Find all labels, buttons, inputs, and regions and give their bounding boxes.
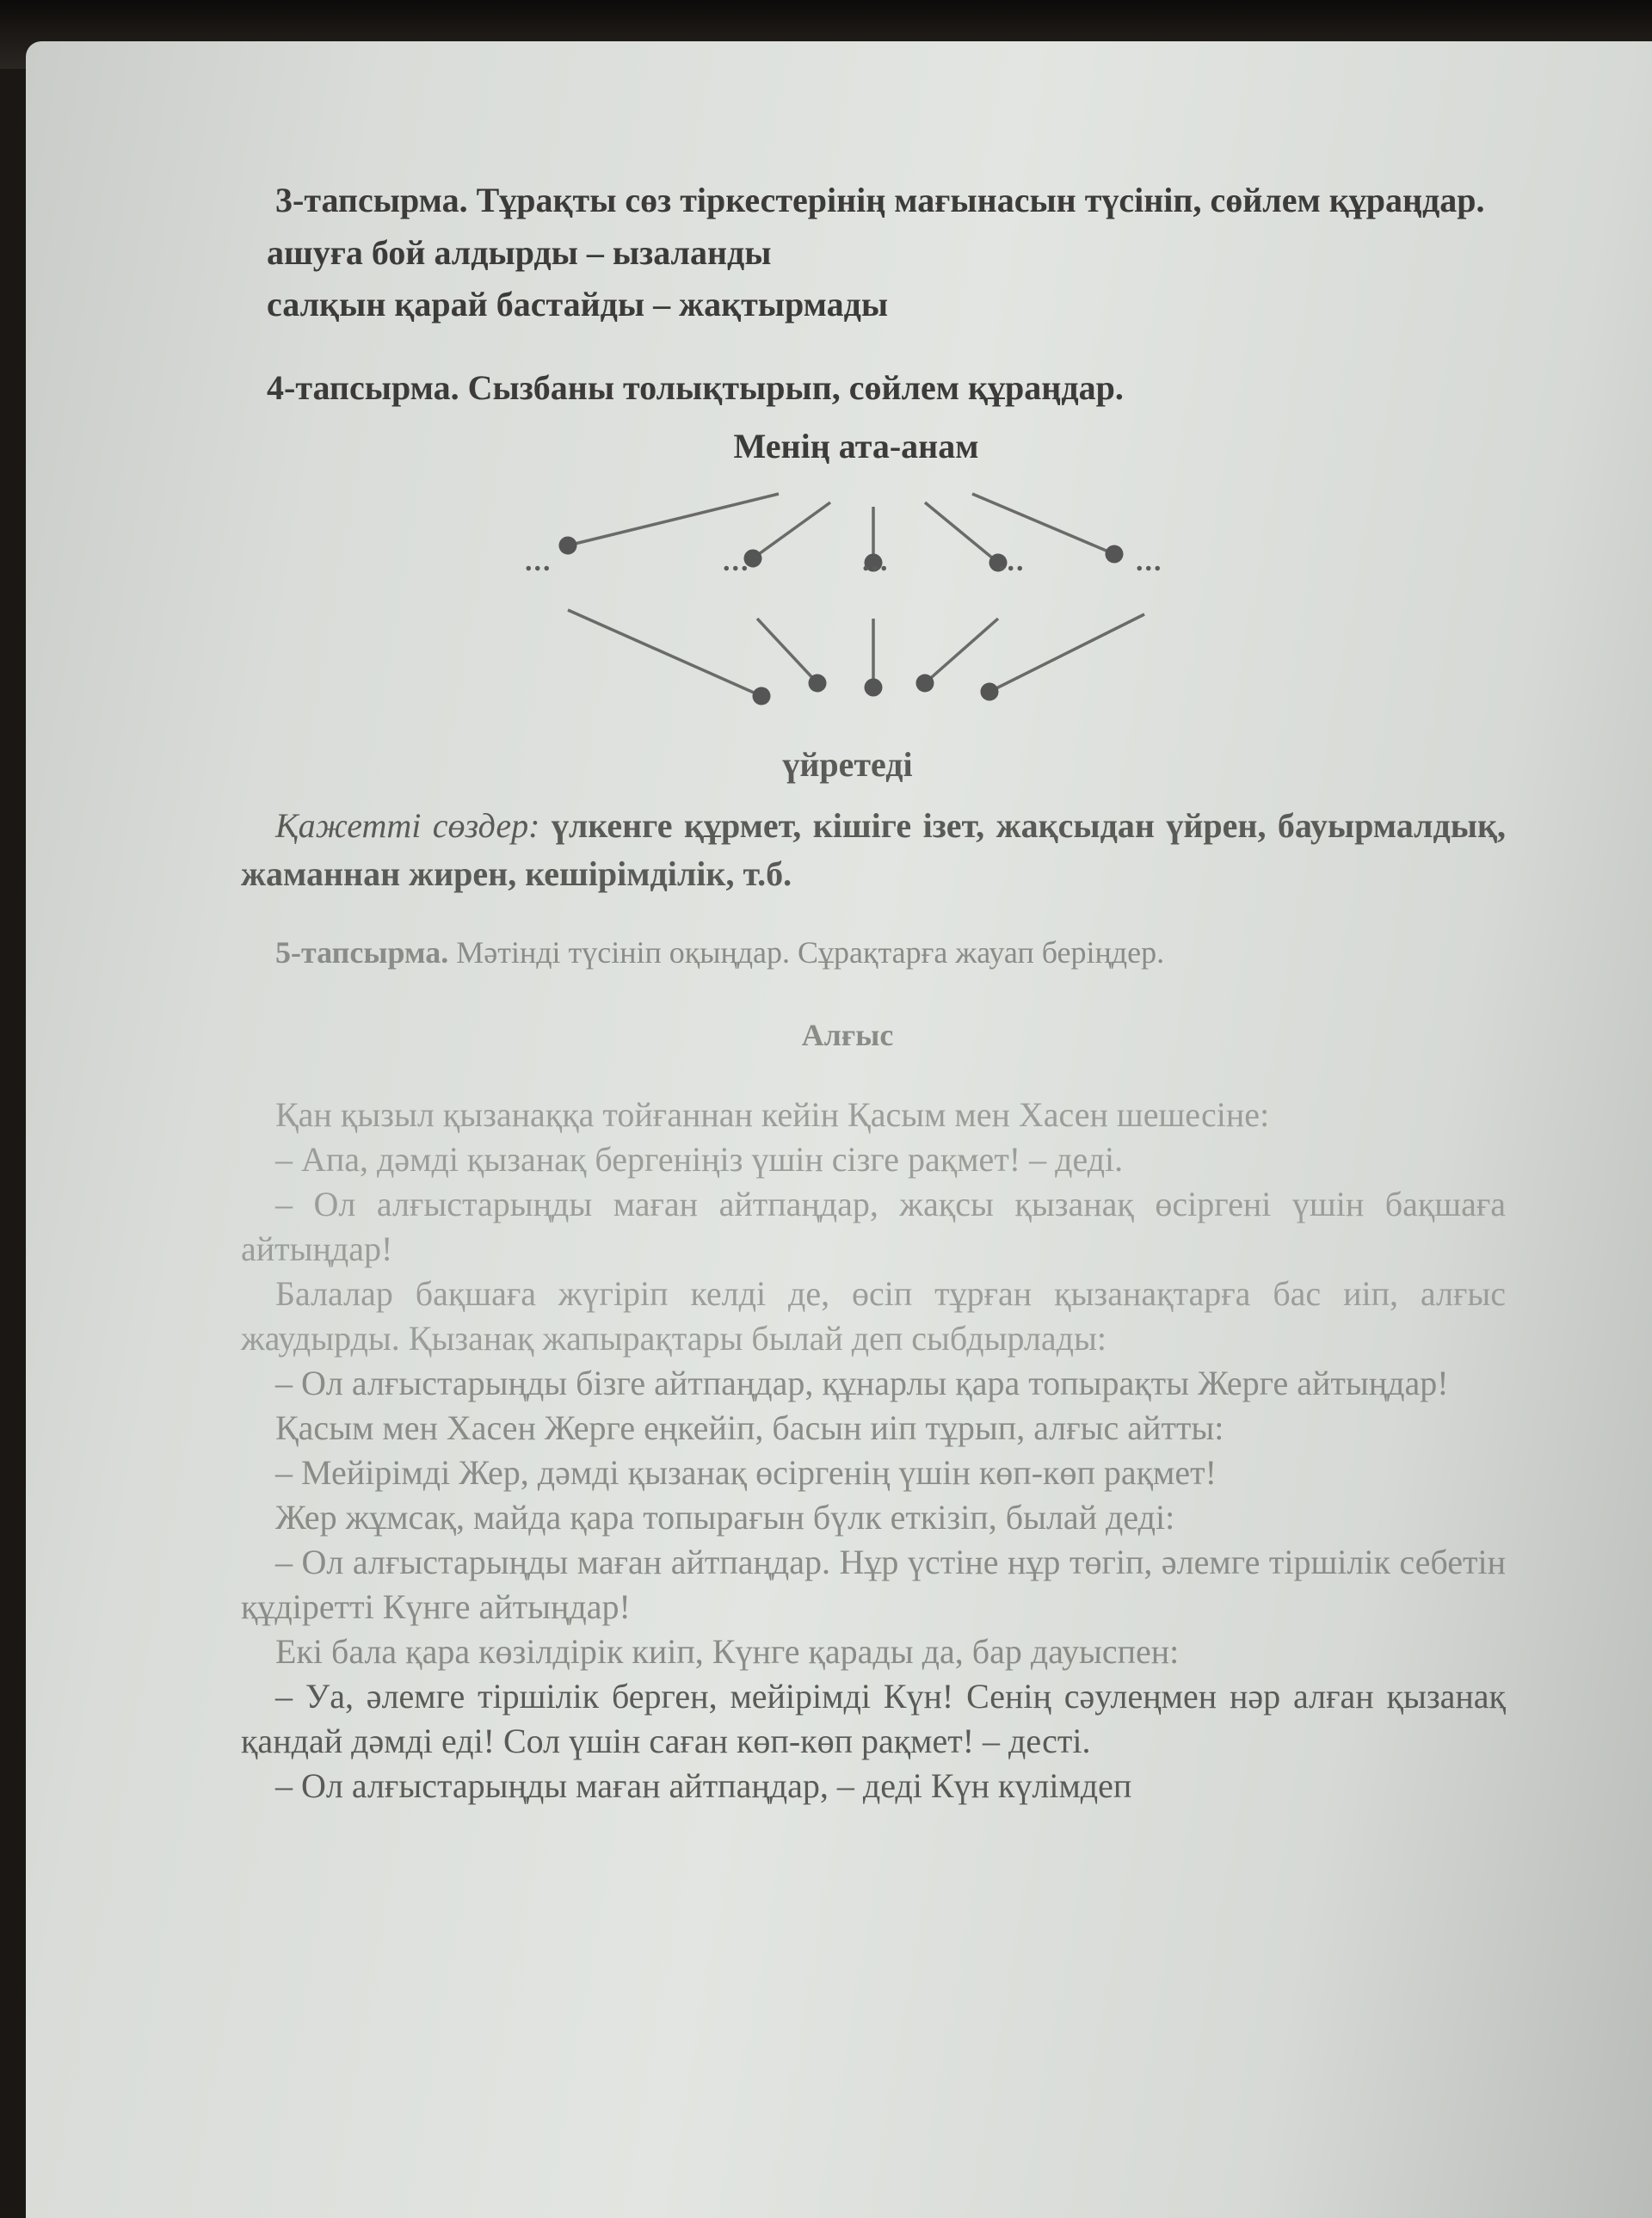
task4-label: 4-тапсырма. [267,368,459,407]
slot-4: ... [998,545,1026,577]
arrow-down-1 [568,610,761,696]
idiom-2: салқын қарай бастайды – жақтырмады [267,285,889,323]
slot-2: ... [723,545,750,577]
arrow-up-4 [925,502,998,563]
arrow-up-5 [972,494,1114,554]
story-paragraph: Екі бала қара көзілдірік киіп, Күнге қарады да, бар дауыспен: [275,1632,1180,1671]
arrow-up-2 [753,502,830,558]
arrow-down-2 [757,619,817,683]
arrow-down-4 [925,619,998,683]
task5-instruction: Мәтінді түсініп оқыңдар. Сұрақтарға жауап беріңдер. [456,935,1165,970]
story-paragraph: – Ол алғыстарыңды маған айтпаңдар, – деді Күн күлімдеп [275,1766,1132,1805]
task4-instruction: Сызбаны толықтырып, сөйлем құраңдар. [467,368,1124,407]
idiom-1: ашуға бой алдырды – ызаланды [267,233,772,272]
diagram-arrows [241,477,1506,761]
task3-instruction: Тұрақты сөз тіркестерінің мағынасын түсініп, сөйлем құраңдар. [476,181,1485,219]
story-paragraph: Қан қызыл қызанаққа тойғаннан кейін Қасым мен Хасен шешесіне: [275,1095,1270,1134]
scheme-diagram [241,477,1506,761]
diagram-bottom-label: үйретеді [782,745,913,784]
slot-3: ... [862,545,890,577]
story-paragraph: – Ол алғыстарыңды бізге айтпаңдар, құнарлы қара топырақты Жерге айтыңдар! [275,1364,1449,1402]
story-paragraph: – Мейірімді Жер, дәмді қызанақ өсіргенің үшін көп-көп рақмет! [275,1453,1217,1492]
needed-words-label: Қажетті сөздер: [275,806,540,845]
page-content [241,179,1506,1808]
slot-5: ... [1136,545,1163,577]
needed-words [241,802,1506,898]
slot-1: ... [525,545,552,577]
task5-label: 5-тапсырма. [275,935,449,970]
story-text [241,1093,1506,1808]
diagram-top-label: Менің ата-анам [733,427,979,465]
task5-heading [241,933,1506,972]
task3-label: 3-тапсырма. [275,181,468,219]
story-paragraph: Жер жұмсақ, майда қара топырағын бүлк еткізіп, былай деді: [275,1498,1175,1537]
task3-heading [241,179,1506,222]
needed-words-list: үлкенге құрмет, кішіге ізет, жақсыдан үйрен, бауырмалдық, жаманнан жирен, кешірімділік, т.б. [241,806,1507,893]
task4-heading [241,367,1506,410]
story-title: Алғыс [801,1018,894,1052]
story-paragraph: – Уа, әлемге тіршілік берген, мейірімді Күн! Сенің сәулеңмен нәр алған қызанақ қандай дәмді еді! Сол үшін саған көп-көп рақмет! – десті. [241,1677,1506,1760]
arrow-down-5 [989,614,1144,692]
story-paragraph: – Ол алғыстарыңды маған айтпаңдар. Нұр үстіне нұр төгіп, әлемге тіршілік себетін құдіретті Күнге айтыңдар! [241,1543,1506,1626]
story-paragraph: Қасым мен Хасен Жерге еңкейіп, басын иіп тұрып, алғыс айтты: [275,1408,1224,1447]
story-paragraph: – Апа, дәмді қызанақ бергеніңіз үшін сізге рақмет! – деді. [275,1140,1124,1179]
story-paragraph: – Ол алғыстарыңды маған айтпаңдар, жақсы қызанақ өсіргені үшін бақшаға айтыңдар! [241,1185,1506,1268]
arrow-up-1 [568,494,779,545]
story-paragraph: Балалар бақшаға жүгіріп келді де, өсіп тұрған қызанақтарға бас иіп, алғыс жаудырды. Қызанақ жапырақтары былай деп сыбдырлады: [241,1274,1506,1358]
book-page [26,41,1652,2218]
